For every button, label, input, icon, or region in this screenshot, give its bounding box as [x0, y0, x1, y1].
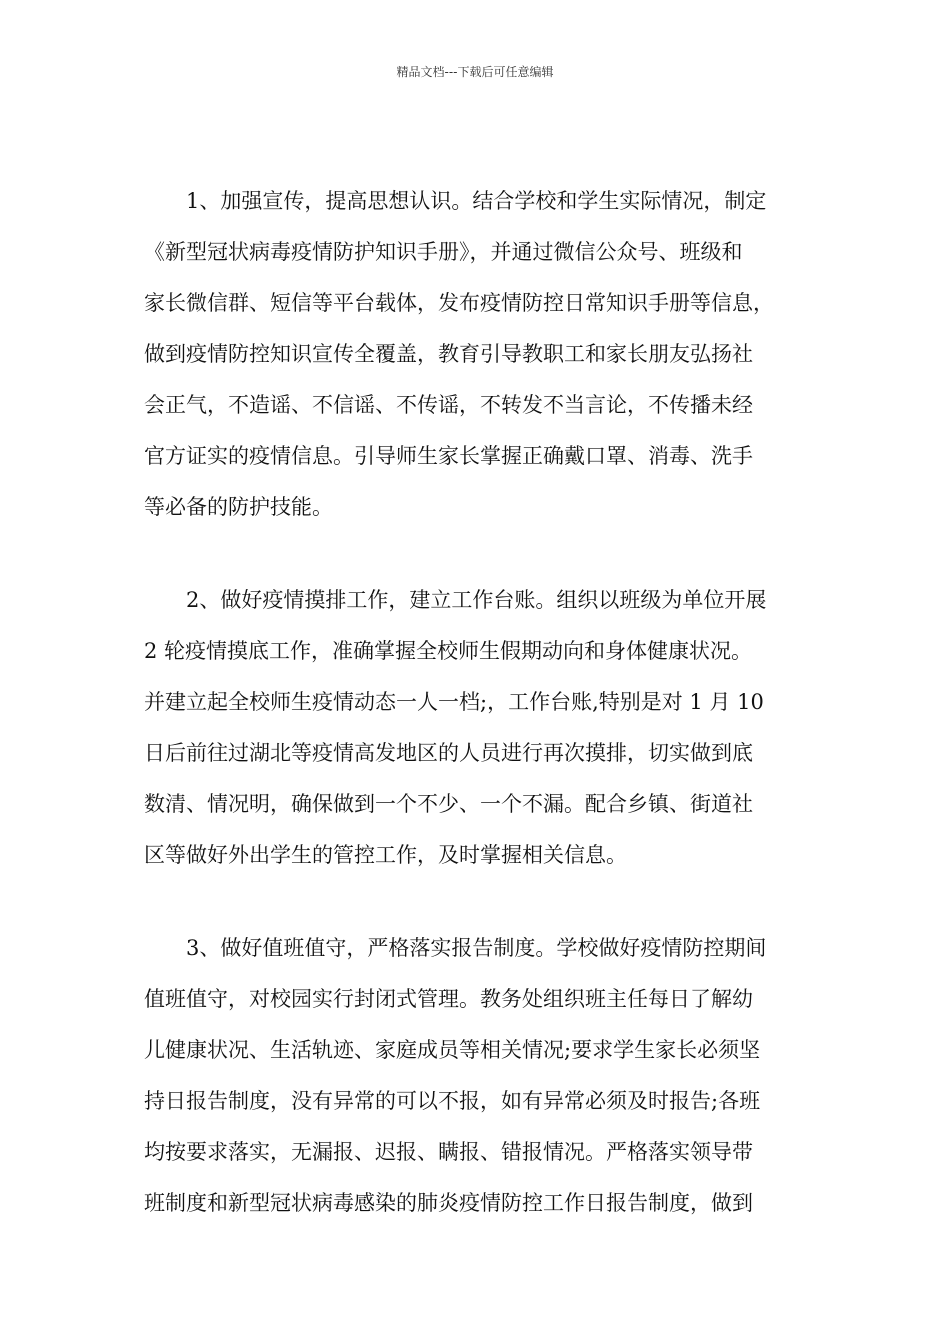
text-line: 并建立起全校师生疫情动态一人一档;，工作台账,特别是对 1 月 10	[144, 690, 764, 714]
paragraph-3	[144, 923, 820, 1229]
text-line: 2 轮疫情摸底工作，准确掌握全校师生假期动向和身体健康状况。	[144, 639, 753, 663]
text-line: 儿健康状况、生活轨迹、家庭成员等相关情况;要求学生家长必须坚	[144, 1038, 761, 1062]
text-line: 做到疫情防控知识宣传全覆盖，教育引导教职工和家长朋友弘扬社	[144, 342, 753, 366]
text-line: 等必备的防护技能。	[144, 495, 333, 519]
text-line: 班制度和新型冠状病毒感染的肺炎疫情防控工作日报告制度，做到	[144, 1191, 753, 1215]
text-line: 官方证实的疫情信息。引导师生家长掌握正确戴口罩、消毒、洗手	[144, 444, 753, 468]
text-line: 值班值守，对校园实行封闭式管理。教务处组织班主任每日了解幼	[144, 987, 753, 1011]
text-line: 会正气，不造谣、不信谣、不传谣，不转发不当言论，不传播未经	[144, 393, 753, 417]
page-header: 精品文档---下载后可任意编辑	[396, 65, 554, 79]
text-line: 数清、情况明，确保做到一个不少、一个不漏。配合乡镇、街道社	[144, 792, 753, 816]
paragraph-2	[144, 575, 820, 881]
text-line: 区等做好外出学生的管控工作，及时掌握相关信息。	[144, 843, 627, 867]
text-line: 《新型冠状病毒疫情防护知识手册》，并通过微信公众号、班级和	[144, 240, 743, 264]
paragraph-1	[144, 176, 820, 533]
text-line: 3、做好值班值守，严格落实报告制度。学校做好疫情防控期间	[186, 936, 767, 960]
text-line: 均按要求落实，无漏报、迟报、瞒报、错报情况。严格落实领导带	[144, 1140, 753, 1164]
text-line: 2、做好疫情摸排工作，建立工作台账。组织以班级为单位开展	[186, 588, 767, 612]
text-line: 日后前往过湖北等疫情高发地区的人员进行再次摸排，切实做到底	[144, 741, 753, 765]
text-line: 持日报告制度，没有异常的可以不报，如有异常必须及时报告;各班	[144, 1089, 761, 1113]
text-line: 1、加强宣传，提高思想认识。结合学校和学生实际情况，制定	[186, 189, 767, 213]
text-line: 家长微信群、短信等平台载体，发布疫情防控日常知识手册等信息，	[144, 291, 774, 315]
document-body	[144, 176, 820, 1271]
